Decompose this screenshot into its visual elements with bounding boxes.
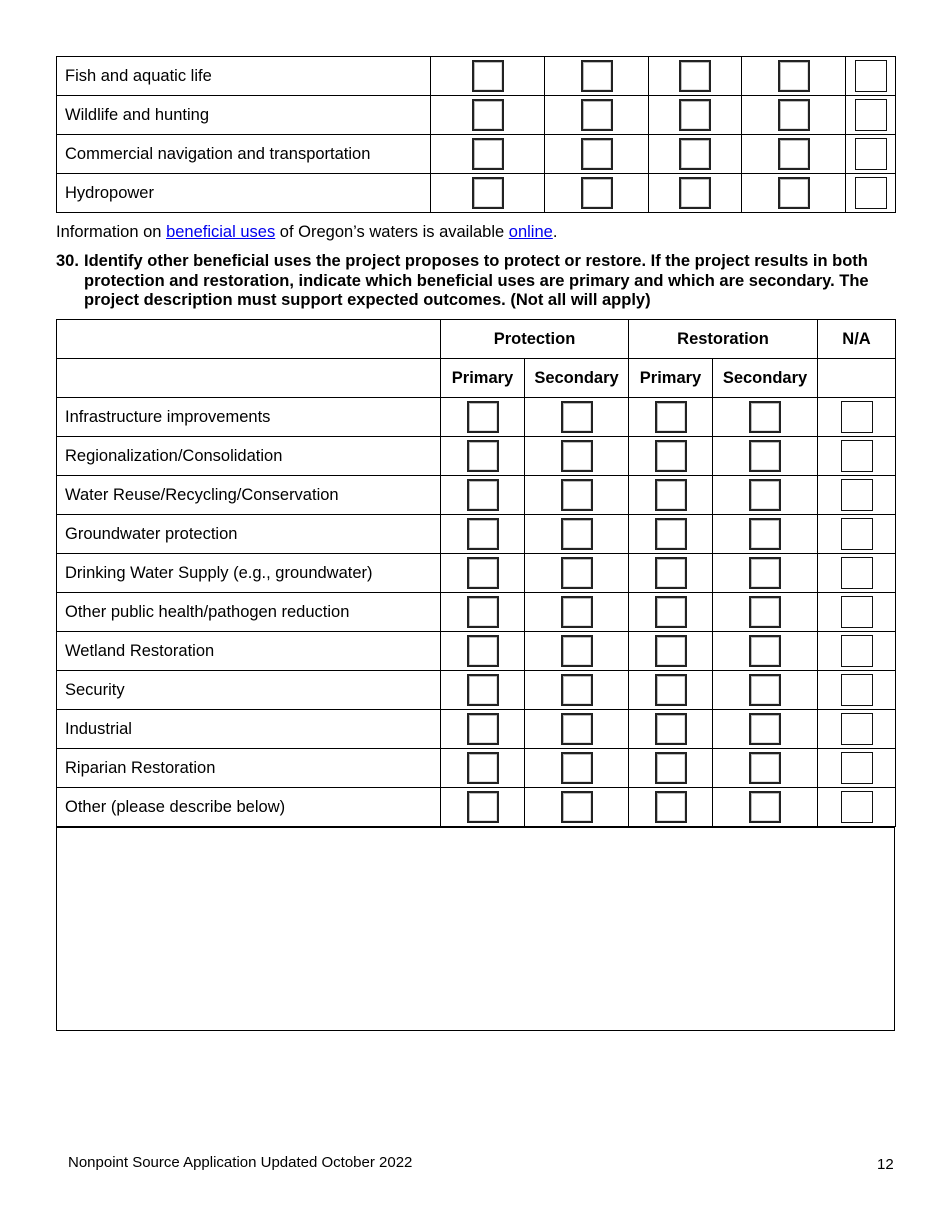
checkbox[interactable] xyxy=(778,177,810,209)
header-blank xyxy=(57,320,441,359)
checkbox[interactable] xyxy=(749,713,781,745)
checkbox-cell xyxy=(431,57,545,96)
checkbox-cell xyxy=(525,398,629,437)
checkbox-cell xyxy=(742,96,846,135)
checkbox-cell xyxy=(742,57,846,96)
checkbox[interactable] xyxy=(749,479,781,511)
checkbox-cell xyxy=(713,437,818,476)
checkbox-cell xyxy=(545,57,649,96)
checkbox[interactable] xyxy=(749,440,781,472)
checkbox-cell xyxy=(629,749,713,788)
table-row xyxy=(57,671,896,710)
checkbox[interactable] xyxy=(749,596,781,628)
checkbox-cell xyxy=(525,671,629,710)
checkbox[interactable] xyxy=(749,635,781,667)
checkbox[interactable] xyxy=(855,99,887,131)
checkbox-cell xyxy=(846,135,896,174)
checkbox-cell xyxy=(629,710,713,749)
question-number: 30. xyxy=(56,252,79,270)
checkbox[interactable] xyxy=(655,596,687,628)
checkbox-cell xyxy=(713,710,818,749)
checkbox-cell xyxy=(846,96,896,135)
checkbox-cell xyxy=(441,632,525,671)
checkbox[interactable] xyxy=(855,60,887,92)
checkbox[interactable] xyxy=(472,99,504,131)
row-label: Other (please describe below) xyxy=(57,788,441,827)
checkbox-cell xyxy=(441,398,525,437)
online-link[interactable]: online xyxy=(508,223,553,241)
table-row xyxy=(57,788,896,827)
checkbox[interactable] xyxy=(655,518,687,550)
checkbox-cell xyxy=(629,632,713,671)
checkbox[interactable] xyxy=(749,674,781,706)
checkbox-cell xyxy=(441,788,525,827)
checkbox-cell xyxy=(525,437,629,476)
checkbox-cell xyxy=(713,749,818,788)
beneficial-uses-link[interactable]: beneficial uses xyxy=(166,223,276,241)
page-number: 12 xyxy=(877,1156,894,1173)
checkbox-cell xyxy=(649,174,742,213)
header-blank xyxy=(57,359,441,398)
checkbox-cell xyxy=(742,135,846,174)
checkbox[interactable] xyxy=(581,177,613,209)
checkbox[interactable] xyxy=(841,713,873,745)
checkbox[interactable] xyxy=(561,674,593,706)
checkbox[interactable] xyxy=(467,635,499,667)
checkbox-cell xyxy=(818,593,896,632)
checkbox[interactable] xyxy=(841,635,873,667)
checkbox-cell xyxy=(713,398,818,437)
table-row xyxy=(57,593,896,632)
checkbox[interactable] xyxy=(855,138,887,170)
checkbox[interactable] xyxy=(749,401,781,433)
checkbox[interactable] xyxy=(749,791,781,823)
checkbox[interactable] xyxy=(655,674,687,706)
row-label: Regionalization/Consolidation xyxy=(57,437,441,476)
row-label: Fish and aquatic life xyxy=(57,57,431,96)
checkbox[interactable] xyxy=(472,177,504,209)
checkbox[interactable] xyxy=(467,440,499,472)
beneficial-uses-info xyxy=(56,223,557,242)
checkbox[interactable] xyxy=(467,752,499,784)
checkbox[interactable] xyxy=(778,60,810,92)
checkbox[interactable] xyxy=(561,635,593,667)
checkbox-cell xyxy=(649,135,742,174)
checkbox[interactable] xyxy=(467,401,499,433)
checkbox[interactable] xyxy=(841,440,873,472)
table-row xyxy=(57,749,896,788)
table-row xyxy=(57,632,896,671)
table-row xyxy=(57,710,896,749)
checkbox[interactable] xyxy=(855,177,887,209)
row-label: Wildlife and hunting xyxy=(57,96,431,135)
table-row xyxy=(57,476,896,515)
checkbox-cell xyxy=(818,671,896,710)
checkbox[interactable] xyxy=(655,713,687,745)
checkbox-cell xyxy=(441,554,525,593)
row-label: Riparian Restoration xyxy=(57,749,441,788)
header-protection-primary: Primary xyxy=(441,359,525,398)
checkbox-cell xyxy=(545,174,649,213)
header-restoration-secondary: Secondary xyxy=(713,359,818,398)
checkbox[interactable] xyxy=(561,440,593,472)
checkbox-cell xyxy=(525,515,629,554)
checkbox-cell xyxy=(525,749,629,788)
table-row xyxy=(57,515,896,554)
checkbox[interactable] xyxy=(467,479,499,511)
header-row-sub xyxy=(57,359,896,398)
checkbox[interactable] xyxy=(581,138,613,170)
header-restoration-primary: Primary xyxy=(629,359,713,398)
checkbox-cell xyxy=(818,632,896,671)
checkbox-cell xyxy=(441,515,525,554)
checkbox-cell xyxy=(629,476,713,515)
checkbox-cell xyxy=(818,437,896,476)
checkbox-cell xyxy=(629,437,713,476)
checkbox-cell xyxy=(713,476,818,515)
checkbox[interactable] xyxy=(841,401,873,433)
checkbox-cell xyxy=(818,398,896,437)
checkbox[interactable] xyxy=(581,99,613,131)
checkbox[interactable] xyxy=(581,60,613,92)
checkbox[interactable] xyxy=(561,596,593,628)
table-row xyxy=(57,174,896,213)
other-description-box[interactable] xyxy=(56,827,895,1031)
checkbox-cell xyxy=(545,96,649,135)
checkbox[interactable] xyxy=(749,518,781,550)
checkbox[interactable] xyxy=(467,518,499,550)
checkbox-cell xyxy=(441,749,525,788)
checkbox[interactable] xyxy=(841,752,873,784)
checkbox-cell xyxy=(525,554,629,593)
row-label: Infrastructure improvements xyxy=(57,398,441,437)
checkbox[interactable] xyxy=(778,138,810,170)
table-row xyxy=(57,135,896,174)
checkbox[interactable] xyxy=(778,99,810,131)
checkbox-cell xyxy=(818,554,896,593)
checkbox[interactable] xyxy=(841,791,873,823)
checkbox[interactable] xyxy=(467,791,499,823)
checkbox[interactable] xyxy=(841,596,873,628)
checkbox[interactable] xyxy=(655,752,687,784)
checkbox[interactable] xyxy=(561,401,593,433)
checkbox[interactable] xyxy=(679,138,711,170)
checkbox[interactable] xyxy=(561,479,593,511)
checkbox[interactable] xyxy=(561,713,593,745)
checkbox-cell xyxy=(846,174,896,213)
checkbox-cell xyxy=(431,174,545,213)
checkbox-cell xyxy=(441,593,525,632)
checkbox[interactable] xyxy=(841,518,873,550)
table-row xyxy=(57,437,896,476)
table-row xyxy=(57,554,896,593)
row-label: Commercial navigation and transportation xyxy=(57,135,431,174)
checkbox-cell xyxy=(818,749,896,788)
checkbox[interactable] xyxy=(655,479,687,511)
row-label: Hydropower xyxy=(57,174,431,213)
checkbox-cell xyxy=(441,476,525,515)
table-row xyxy=(57,398,896,437)
checkbox-cell xyxy=(525,593,629,632)
table-row xyxy=(57,57,896,96)
checkbox[interactable] xyxy=(467,557,499,589)
checkbox[interactable] xyxy=(561,518,593,550)
checkbox-cell xyxy=(525,632,629,671)
checkbox-cell xyxy=(629,398,713,437)
info-suffix: . xyxy=(552,223,558,241)
row-label: Security xyxy=(57,671,441,710)
checkbox-cell xyxy=(818,515,896,554)
checkbox-cell xyxy=(713,671,818,710)
checkbox-cell xyxy=(629,515,713,554)
checkbox[interactable] xyxy=(841,479,873,511)
header-na-blank xyxy=(818,359,896,398)
header-na: N/A xyxy=(818,320,896,359)
checkbox[interactable] xyxy=(561,557,593,589)
checkbox-cell xyxy=(441,710,525,749)
checkbox[interactable] xyxy=(841,674,873,706)
checkbox-cell xyxy=(525,788,629,827)
row-label: Industrial xyxy=(57,710,441,749)
checkbox-cell xyxy=(629,671,713,710)
checkbox[interactable] xyxy=(467,713,499,745)
checkbox-cell xyxy=(713,515,818,554)
protection-restoration-table xyxy=(56,319,896,827)
checkbox-cell xyxy=(742,174,846,213)
checkbox[interactable] xyxy=(472,60,504,92)
checkbox-cell xyxy=(431,135,545,174)
checkbox-cell xyxy=(713,788,818,827)
checkbox[interactable] xyxy=(655,791,687,823)
info-prefix: Information on xyxy=(56,223,167,241)
checkbox-cell xyxy=(525,710,629,749)
checkbox-cell xyxy=(818,710,896,749)
checkbox[interactable] xyxy=(679,60,711,92)
checkbox[interactable] xyxy=(655,401,687,433)
checkbox-cell xyxy=(441,671,525,710)
checkbox[interactable] xyxy=(655,557,687,589)
table-row xyxy=(57,96,896,135)
header-restoration: Restoration xyxy=(629,320,818,359)
checkbox-cell xyxy=(649,57,742,96)
header-protection: Protection xyxy=(441,320,629,359)
checkbox-cell xyxy=(649,96,742,135)
beneficial-uses-table-continued xyxy=(56,56,896,213)
checkbox[interactable] xyxy=(679,99,711,131)
checkbox-cell xyxy=(629,593,713,632)
checkbox-cell xyxy=(431,96,545,135)
checkbox[interactable] xyxy=(472,138,504,170)
checkbox-cell xyxy=(545,135,649,174)
checkbox[interactable] xyxy=(749,752,781,784)
checkbox-cell xyxy=(713,632,818,671)
checkbox-cell xyxy=(713,554,818,593)
info-middle: of Oregon’s waters is available xyxy=(275,223,509,241)
checkbox[interactable] xyxy=(749,557,781,589)
checkbox[interactable] xyxy=(655,440,687,472)
checkbox[interactable] xyxy=(679,177,711,209)
checkbox[interactable] xyxy=(655,635,687,667)
checkbox-cell xyxy=(525,476,629,515)
checkbox[interactable] xyxy=(561,752,593,784)
checkbox[interactable] xyxy=(841,557,873,589)
checkbox-cell xyxy=(846,57,896,96)
checkbox-cell xyxy=(818,788,896,827)
question-text: Identify other beneficial uses the project proposes to protect or restore. If the project results in both protection and restoration, indicate which beneficial uses are primary and which are secondary. The project description must support expected outcomes. (Not all will apply) xyxy=(84,252,869,309)
header-row-group xyxy=(57,320,896,359)
header-protection-secondary: Secondary xyxy=(525,359,629,398)
row-label: Wetland Restoration xyxy=(57,632,441,671)
checkbox-cell xyxy=(441,437,525,476)
checkbox[interactable] xyxy=(467,596,499,628)
question-30 xyxy=(56,252,876,311)
row-label: Groundwater protection xyxy=(57,515,441,554)
checkbox-cell xyxy=(818,476,896,515)
checkbox-cell xyxy=(713,593,818,632)
checkbox[interactable] xyxy=(561,791,593,823)
row-label: Other public health/pathogen reduction xyxy=(57,593,441,632)
checkbox[interactable] xyxy=(467,674,499,706)
checkbox-cell xyxy=(629,788,713,827)
row-label: Drinking Water Supply (e.g., groundwater) xyxy=(57,554,441,593)
footer-text: Nonpoint Source Application Updated October 2022 xyxy=(68,1154,413,1171)
row-label: Water Reuse/Recycling/Conservation xyxy=(57,476,441,515)
checkbox-cell xyxy=(629,554,713,593)
